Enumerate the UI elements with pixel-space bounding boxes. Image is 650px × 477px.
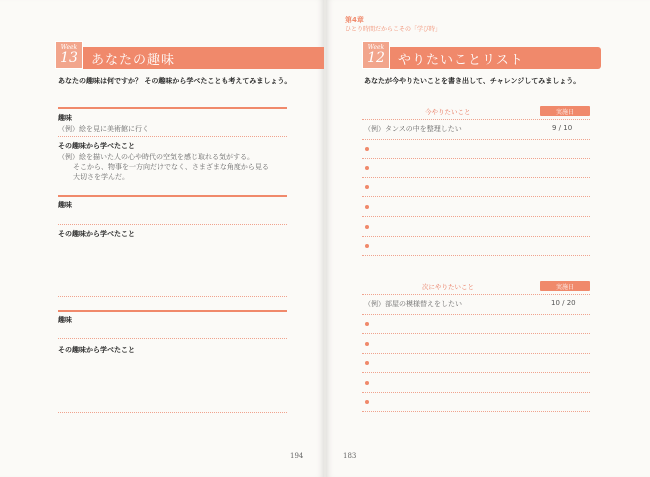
section-banner: [55, 43, 324, 69]
bullet-icon: [365, 147, 369, 151]
hobby-label: 趣味: [58, 316, 72, 324]
list-example: （例）部屋の模様替えをしたい: [364, 300, 462, 308]
prompt-text: あなたが今やりたいことを書き出して、チャレンジしてみましょう。: [364, 77, 581, 85]
bullet-icon: [365, 342, 369, 346]
list-line[interactable]: [362, 177, 590, 178]
list-line[interactable]: [362, 333, 590, 334]
list-line[interactable]: [362, 372, 590, 373]
example-learned-line-1: （例）絵を描いた人の心や時代の空気を感じ取れる気がする。: [58, 153, 254, 161]
bullet-icon: [365, 400, 369, 404]
week-label: Week: [367, 43, 385, 51]
list-line[interactable]: [362, 353, 590, 354]
list-line[interactable]: [362, 196, 590, 197]
example-hobby: （例）絵を見に美術館に行く: [58, 125, 149, 133]
block-divider: [58, 107, 287, 109]
learned-label: その趣味から学べたこと: [58, 142, 135, 150]
list-example: （例）タンスの中を整理したい: [364, 125, 462, 133]
writing-line[interactable]: [58, 224, 287, 225]
list-example-date: 9 / 10: [552, 124, 573, 132]
list-line[interactable]: [362, 392, 590, 393]
page-number: 194: [290, 452, 304, 460]
writing-line[interactable]: [58, 296, 287, 297]
right-page: [326, 0, 650, 477]
list-example-date: 10 / 20: [551, 299, 576, 307]
list-line[interactable]: [362, 158, 590, 159]
writing-line[interactable]: [58, 412, 287, 413]
writing-line[interactable]: [58, 136, 287, 137]
list-line[interactable]: [362, 236, 590, 237]
list-line: [362, 294, 590, 295]
example-learned-line-2: そこから、物事を一方向だけでなく、さまざまな角度から見る: [73, 163, 269, 171]
list-header: 今やりたいこと: [425, 108, 471, 116]
list-header: 次にやりたいこと: [422, 283, 474, 291]
bullet-icon: [365, 361, 369, 365]
chapter-subtitle: ひとり時間だからこその「学び時」: [345, 26, 442, 33]
block-divider: [58, 310, 287, 312]
list-line[interactable]: [362, 139, 590, 140]
example-learned-line-3: 大切さを学んだ。: [73, 173, 129, 181]
date-header-badge: 実施日: [540, 281, 590, 291]
left-page: [0, 0, 324, 477]
hobby-label: 趣味: [58, 114, 72, 122]
bullet-icon: [365, 166, 369, 170]
chapter-heading: [345, 16, 441, 34]
learned-label: その趣味から学べたこと: [58, 230, 135, 238]
bullet-icon: [365, 185, 369, 189]
week-number: 12: [367, 49, 385, 66]
bullet-icon: [365, 381, 369, 385]
week-badge: [362, 41, 390, 69]
page-title: あなたの趣味: [91, 52, 176, 68]
hobby-label: 趣味: [58, 201, 72, 209]
list-line[interactable]: [362, 314, 590, 315]
list-line[interactable]: [362, 216, 590, 217]
list-line: [362, 119, 590, 120]
section-banner: [362, 43, 601, 69]
writing-line[interactable]: [58, 338, 287, 339]
chapter-label: 第4章: [345, 16, 364, 24]
block-divider: [58, 195, 287, 197]
bullet-icon: [365, 322, 369, 326]
learned-label: その趣味から学べたこと: [58, 346, 135, 354]
bullet-icon: [365, 225, 369, 229]
bullet-icon: [365, 244, 369, 248]
date-header-badge: 実施日: [540, 106, 590, 116]
list-line[interactable]: [362, 255, 590, 256]
page-number: 183: [343, 452, 357, 460]
page-title: やりたいことリスト: [398, 52, 524, 68]
prompt-text: あなたの趣味は何ですか？ その趣味から学べたことも考えてみましょう。: [58, 77, 292, 85]
week-badge: [55, 41, 83, 69]
week-label: Week: [60, 43, 78, 51]
week-number: 13: [60, 49, 78, 66]
bullet-icon: [365, 205, 369, 209]
list-line[interactable]: [362, 411, 590, 412]
